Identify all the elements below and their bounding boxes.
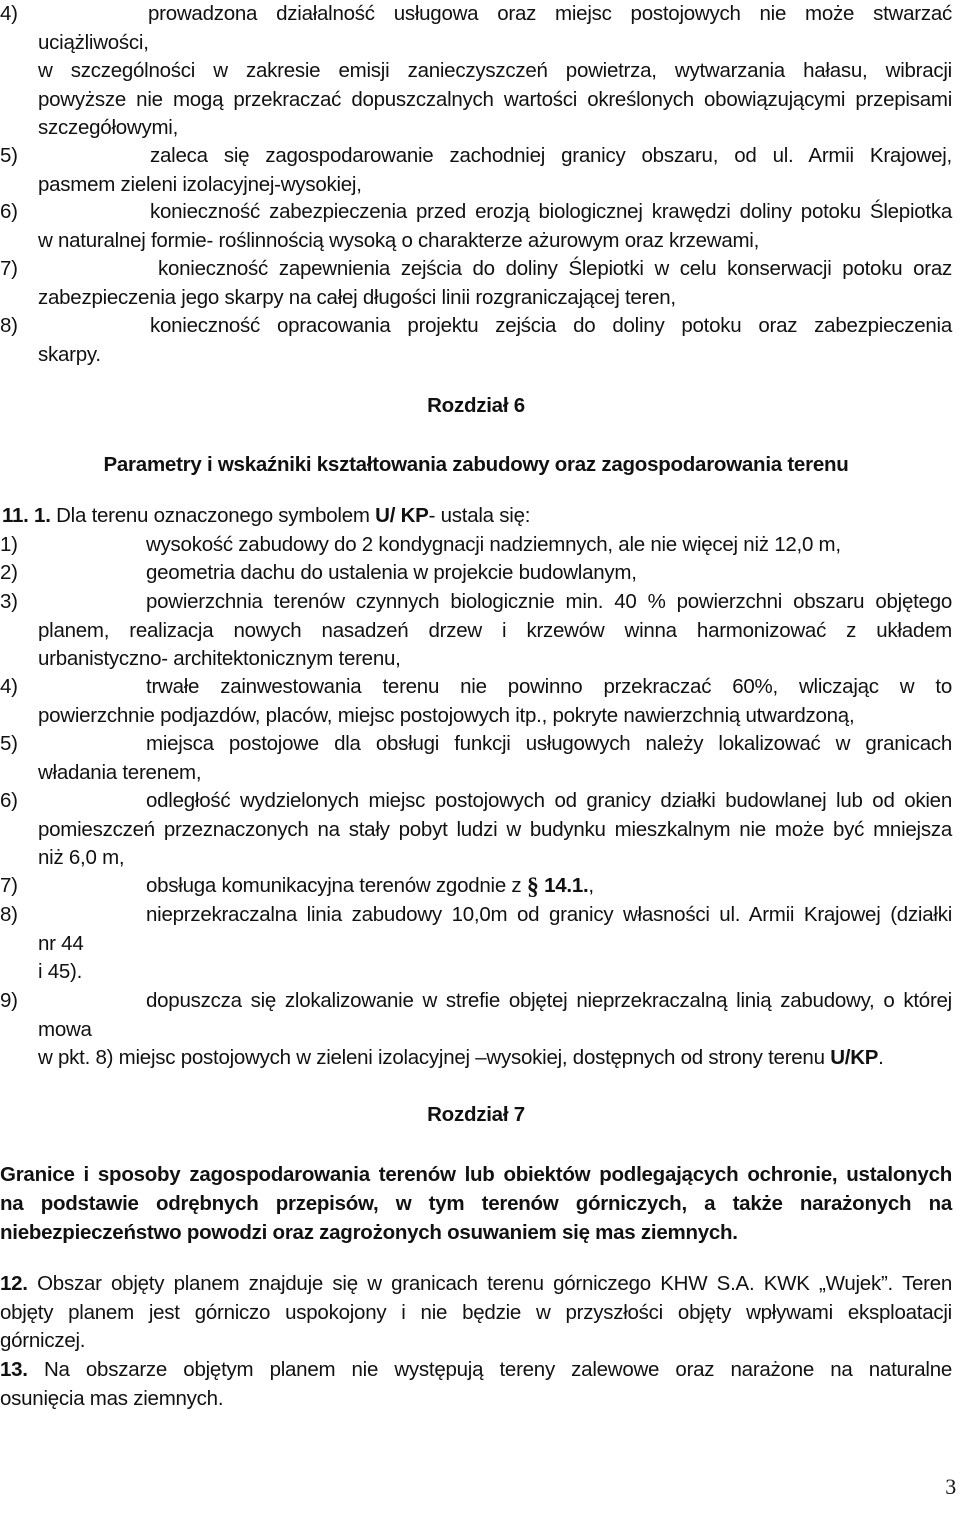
item-continuation: powierzchnie podjazdów, placów, miejsc postojowych itp., pokryte nawierzchnią utwardzoną, [38, 703, 855, 727]
paragraph-number: 12. [0, 1272, 28, 1295]
item-number: 4) [0, 2, 18, 25]
paragraph-number: 13. [0, 1358, 28, 1381]
item-continuation: mowa [38, 1017, 92, 1041]
item-text: konieczność zapewnienia zejścia do doliny Ślepiotki w celu konserwacji potoku oraz [158, 257, 952, 280]
page-number: 3 [945, 1474, 956, 1499]
item-text: nieprzekraczalna linia zabudowy 10,0m od granicy własności ul. Armii Krajowej (działki [146, 903, 952, 926]
section-reference: 14.1. [538, 874, 589, 897]
item-continuation: w pkt. 8) miejsc postojowych w zieleni izolacyjnej –wysokiej, dostępnych od strony terenu [38, 1046, 831, 1069]
item-number: 8) [0, 903, 18, 926]
item-continuation: zabezpieczenia jego skarpy na całej długości linii rozgraniczającej teren, [38, 285, 676, 309]
list-item-1 [0, 531, 952, 560]
paragraph-12 [0, 1270, 952, 1356]
chapter-title-line: Granice i sposoby zagospodarowania terenów lub obiektów podlegających ochronie, ustalonych [0, 1163, 952, 1186]
item-number: 4) [0, 675, 18, 698]
list-item-4 [0, 0, 952, 143]
zone-symbol: U/KP [830, 1046, 879, 1069]
list-item-8 [0, 312, 952, 369]
item-text-tail: , [588, 874, 594, 897]
item-text: powierzchnia terenów czynnych biologicznie min. 40 % powierzchni obszaru objętego [146, 590, 952, 613]
chapter-title-line: niebezpieczeństwo powodzi oraz zagrożonych osuwaniem się mas ziemnych. [0, 1221, 738, 1244]
paragraph-text: Na obszarze objętym planem nie występują tereny zalewowe oraz narażone na naturalne [27, 1358, 952, 1381]
list-item-9b [0, 987, 952, 1073]
item-number: 6) [0, 789, 18, 812]
item-continuation: uciążliwości, [38, 30, 149, 54]
chapter-heading: Rozdział 6 [427, 394, 525, 417]
item-number: 7) [0, 257, 18, 280]
item-number: 3) [0, 590, 18, 613]
paragraph-11 [2, 502, 954, 531]
item-continuation: niż 6,0 m, [38, 846, 125, 869]
item-continuation: szczegółowymi, [38, 116, 179, 139]
item-text: obsługa komunikacyjna terenów zgodnie z [146, 874, 527, 897]
item-text: konieczność zabezpieczenia przed erozją biologicznej krawędzi doliny potoku Ślepiotka [150, 200, 952, 223]
item-text-tail: . [878, 1046, 884, 1069]
zone-symbol: U/ KP [375, 504, 429, 527]
paragraph-continuation: osunięcia mas ziemnych. [0, 1386, 224, 1410]
list-item-6b [0, 787, 952, 873]
item-continuation: planem, realizacja nowych nasadzeń drzew i krzewów winna harmonizować z układem [38, 618, 952, 642]
item-continuation: w szczególności w zakresie emisji zanieczyszczeń powietrza, wytwarzania hałasu, wibracji [38, 59, 952, 82]
item-number: 2) [0, 561, 18, 584]
item-number: 5) [0, 144, 18, 167]
item-continuation: władania terenem, [38, 760, 202, 784]
list-item-4b [0, 673, 952, 730]
item-continuation: pomieszczeń przeznaczonych na stały pobyt ludzi w budynku mieszkalnym nie może być mniejsza [38, 817, 952, 841]
list-item-8b [0, 901, 952, 987]
section-sign: § [526, 874, 539, 900]
list-item-3 [0, 588, 952, 674]
item-text: miejsca postojowe dla obsługi funkcji usługowych należy lokalizować w granicach [146, 732, 952, 755]
item-number: 8) [0, 314, 18, 337]
item-continuation: w naturalnej formie- roślinnością wysoką o charakterze ażurowym oraz krzewami, [38, 228, 760, 252]
list-item-6 [0, 198, 952, 255]
item-number: 7) [0, 874, 18, 897]
paragraph-number: 11. 1. [2, 504, 51, 527]
paragraph-13 [0, 1356, 952, 1413]
chapter-title: Parametry i wskaźniki kształtowania zabudowy oraz zagospodarowania terenu [103, 453, 849, 476]
chapter-title-line: na podstawie odrębnych przepisów, w tym terenów górniczych, a także narażonych na [0, 1192, 952, 1215]
item-text: konieczność opracowania projektu zejścia do doliny potoku oraz zabezpieczenia [150, 314, 952, 337]
item-text: zaleca się zagospodarowanie zachodniej granicy obszaru, od ul. Armii Krajowej, [150, 144, 952, 167]
item-continuation: skarpy. [38, 342, 101, 366]
item-continuation: pasmem zieleni izolacyjnej-wysokiej, [38, 172, 362, 196]
paragraph-continuation: górniczej. [0, 1329, 86, 1352]
item-text: prowadzona działalność usługowa oraz miejsc postojowych nie może stwarzać [148, 2, 952, 25]
paragraph-text-tail: - ustala się: [428, 504, 531, 527]
item-text: dopuszcza się zlokalizowanie w strefie objętej nieprzekraczalną linią zabudowy, o której [146, 989, 952, 1012]
item-number: 5) [0, 732, 18, 755]
chapter-heading: Rozdział 7 [427, 1103, 525, 1126]
chapter-title [0, 1160, 952, 1247]
item-continuation: powyższe nie mogą przekraczać dopuszczalnych wartości określonych obowiązującymi przepisami [38, 87, 952, 111]
item-number: 1) [0, 533, 18, 556]
item-text: trwałe zainwestowania terenu nie powinno przekraczać 60%, wliczając w to [146, 675, 952, 698]
list-item-7b [0, 872, 952, 902]
item-number: 6) [0, 200, 18, 223]
paragraph-continuation: objęty planem jest górniczo uspokojony i nie będzie w przyszłości objęty wpływami eksploatacji [0, 1300, 952, 1324]
list-item-2 [0, 559, 952, 588]
list-item-5 [0, 142, 952, 199]
item-text: geometria dachu do ustalenia w projekcie budowlanym, [146, 561, 637, 584]
item-continuation: nr 44 [38, 931, 84, 955]
item-continuation: i 45). [38, 960, 83, 983]
item-continuation: urbanistyczno- architektonicznym terenu, [38, 647, 401, 670]
item-number: 9) [0, 989, 18, 1012]
item-text: odległość wydzielonych miejsc postojowych od granicy działki budowlanej lub od okien [146, 789, 952, 812]
list-item-7 [0, 255, 952, 312]
list-item-5b [0, 730, 952, 787]
paragraph-text: Dla terenu oznaczonego symbolem [50, 504, 376, 527]
paragraph-text: Obszar objęty planem znajduje się w granicach terenu górniczego KHW S.A. KWK „Wujek”. Teren [27, 1272, 952, 1295]
item-text: wysokość zabudowy do 2 kondygnacji nadziemnych, ale nie więcej niż 12,0 m, [146, 533, 841, 556]
